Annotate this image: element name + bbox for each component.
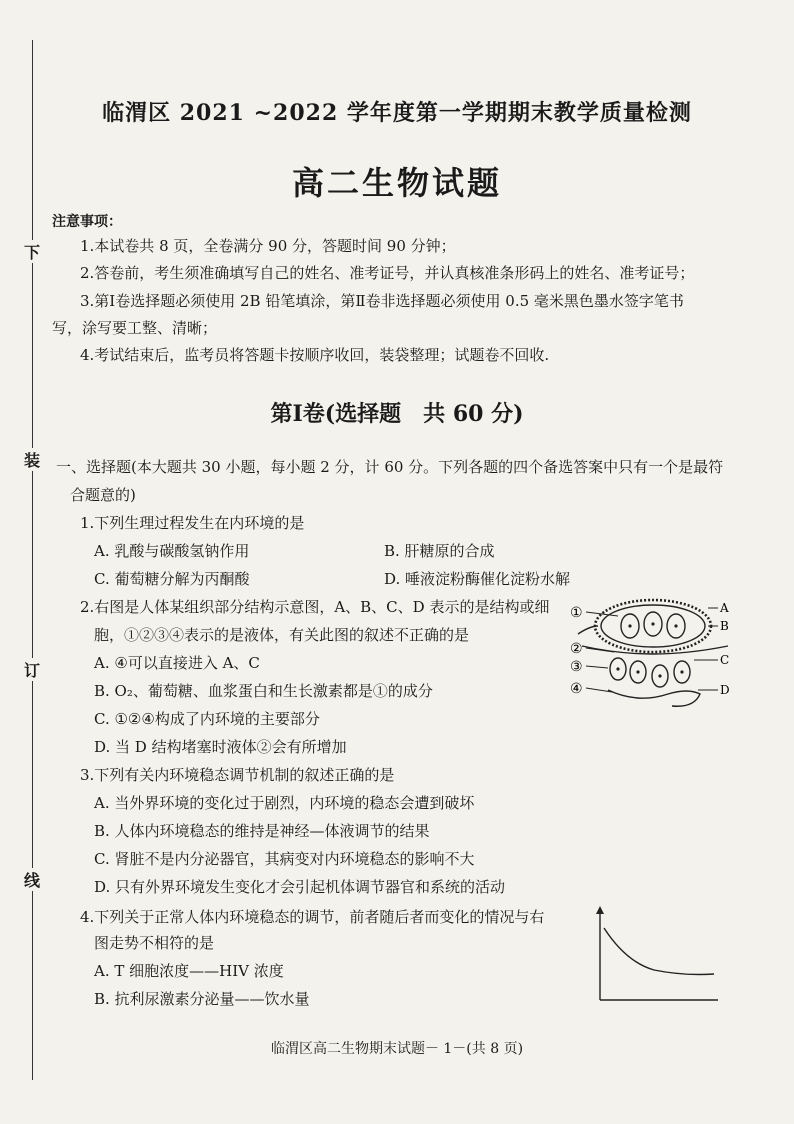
binding-mark-xia: 下 [20,240,44,263]
q1-option-d: D. 唾液淀粉酶催化淀粉水解 [384,570,571,588]
q3-option-d: D. 只有外界环境发生变化才会引起机体调节器官和系统的活动 [94,878,506,896]
q3-option-b: B. 人体内环境稳态的维持是神经—体液调节的结果 [94,822,430,840]
binding-mark-zhuang: 装 [20,448,44,471]
q1-option-a: A. 乳酸与碳酸氢钠作用 [94,542,250,560]
notice-item: 3.第Ⅰ卷选择题必须使用 2B 铅笔填涂，第Ⅱ卷非选择题必须使用 0.5 毫米黑色墨水签字笔书 [80,292,684,310]
q2-option-d: D. 当 D 结构堵塞时液体②会有所增加 [94,738,347,756]
notice-item: 2.答卷前，考生须准确填写自己的姓名、准考证号，并认真核准条形码上的姓名、准考证号； [80,264,695,282]
diagram-label-4: ④ [570,681,583,697]
diagram-label-2: ② [570,641,583,657]
exam-header: 临渭区 2021 ~2022 学年度第一学期期末教学质量检测 [102,100,692,126]
q2-option-b: B. O₂、葡萄糖、血浆蛋白和生长激素都是①的成分 [94,682,433,700]
graph-decreasing-curve [604,928,714,975]
diagram-label-c: C [720,653,730,667]
q1-option-c: C. 葡萄糖分解为丙酮酸 [94,570,250,588]
q3-stem: 3.下列有关内环境稳态调节机制的叙述正确的是 [80,766,395,784]
q3-option-a: A. 当外界环境的变化过于剧烈，内环境的稳态会遭到破坏 [94,794,475,812]
q2-stem-cont: 胞，①②③④表示的是液体，有关此图的叙述不正确的是 [94,626,470,644]
notice-label: 注意事项： [52,214,122,230]
diagram-label-3: ③ [570,659,583,675]
page-footer: 临渭区高二生物期末试题－ 1－(共 8 页) [270,1041,524,1057]
binding-mark-xian: 线 [20,868,44,891]
q2-option-a: A. ④可以直接进入 A、C [94,654,260,672]
diagram-label-b: B [720,619,729,633]
part-heading: 一、选择题(本大题共 30 小题，每小题 2 分，计 60 分。下列各题的四个备选答案中只有一个是最符 [56,458,724,476]
q1-option-b: B. 肝糖原的合成 [384,542,495,560]
diagram-label-1: ① [570,605,583,621]
page-title: 高二生物试题 [291,164,502,202]
section-title: 第Ⅰ卷(选择题 共 60 分) [270,401,524,427]
q4-option-b: B. 抗利尿激素分泌量——饮水量 [94,990,310,1008]
notice-item: 写，涂写要工整、清晰； [52,319,218,337]
q2-option-c: C. ①②④构成了内环境的主要部分 [94,710,320,728]
q4-option-a: A. T 细胞浓度——HIV 浓度 [94,962,284,980]
diagram-label-a: A [720,601,729,615]
binding-mark-ding: 订 [20,658,44,681]
diagram-label-d: D [720,683,730,697]
notice-item: 1.本试卷共 8 页，全卷满分 90 分，答题时间 90 分钟； [80,237,456,255]
notice-item: 4.考试结束后，监考员将答题卡按顺序收回，装袋整理；试题卷不回收. [80,346,550,364]
q3-option-c: C. 肾脏不是内分泌器官，其病变对内环境稳态的影响不大 [94,850,475,868]
q4-trend-graph [592,904,724,1004]
q4-stem-cont: 图走势不相符的是 [94,934,215,952]
part-heading-cont: 合题意的) [70,486,136,504]
q2-stem: 2.右图是人体某组织部分结构示意图，A、B、C、D 表示的是结构或细 [80,598,550,616]
q4-stem: 4.下列关于正常人体内环境稳态的调节，前者随后者而变化的情况与右 [80,908,545,926]
q1-stem: 1.下列生理过程发生在内环境的是 [80,514,305,532]
tissue-structure-diagram [568,594,748,718]
